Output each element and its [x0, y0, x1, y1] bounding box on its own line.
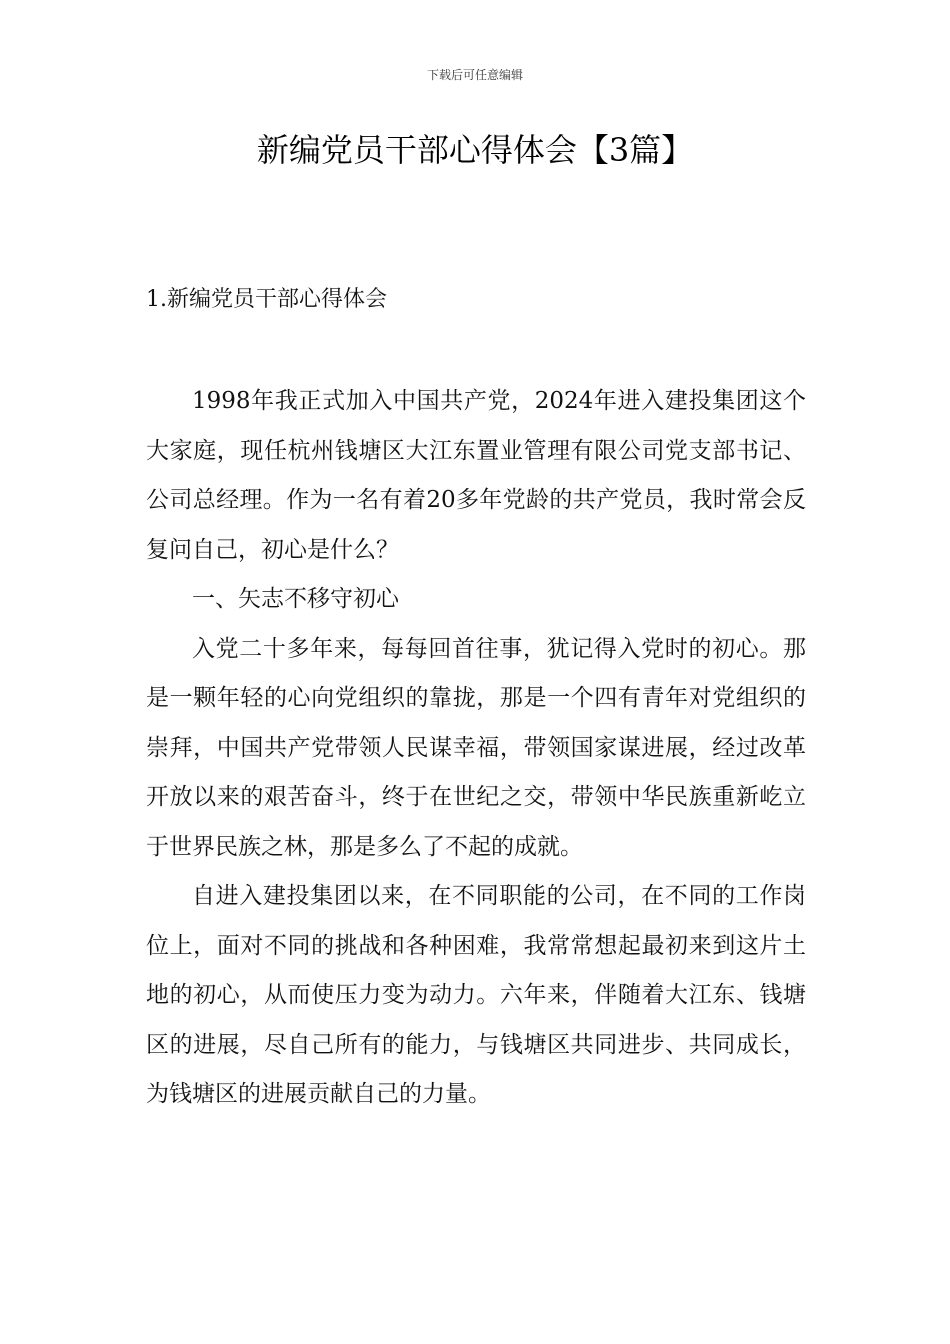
header-note: 下载后可任意编辑	[426, 68, 523, 82]
paragraph-original-intention: 入党二十多年来，每每回首往事，犹记得入党时的初心。那是一颗年轻的心向党组织的靠拢，那是一个四有青年对党组织的崇拜，中国共产党带领人民谋幸福，带领国家谋进展，经过改革开放以来的艰苦奋斗，终于在世纪之交，带领中华民族重新屹立于世界民族之林，那是多么了不起的成就。	[146, 635, 806, 860]
document-title: 新编党员干部心得体会【3篇】	[256, 131, 694, 169]
section-heading: 1.新编党员干部心得体会	[146, 287, 387, 312]
paragraph-intro: 1998年我正式加入中国共产党，2024年进入建投集团这个大家庭，现任杭州钱塘区大江东置业管理有限公司党支部书记、公司总经理。作为一名有着20多年党龄的共产党员，我时常会反复问自己，初心是什么？	[146, 388, 806, 563]
subheading-keep-original-intention: 一、矢志不移守初心	[192, 586, 399, 612]
document-body	[146, 377, 806, 1120]
paragraph-work-experience: 自进入建投集团以来，在不同职能的公司，在不同的工作岗位上，面对不同的挑战和各种困难，我常常想起最初来到这片土地的初心，从而使压力变为动力。六年来，伴随着大江东、钱塘区的进展，尽自己所有的能力，与钱塘区共同进步、共同成长，为钱塘区的进展贡献自己的力量。	[146, 883, 806, 1107]
